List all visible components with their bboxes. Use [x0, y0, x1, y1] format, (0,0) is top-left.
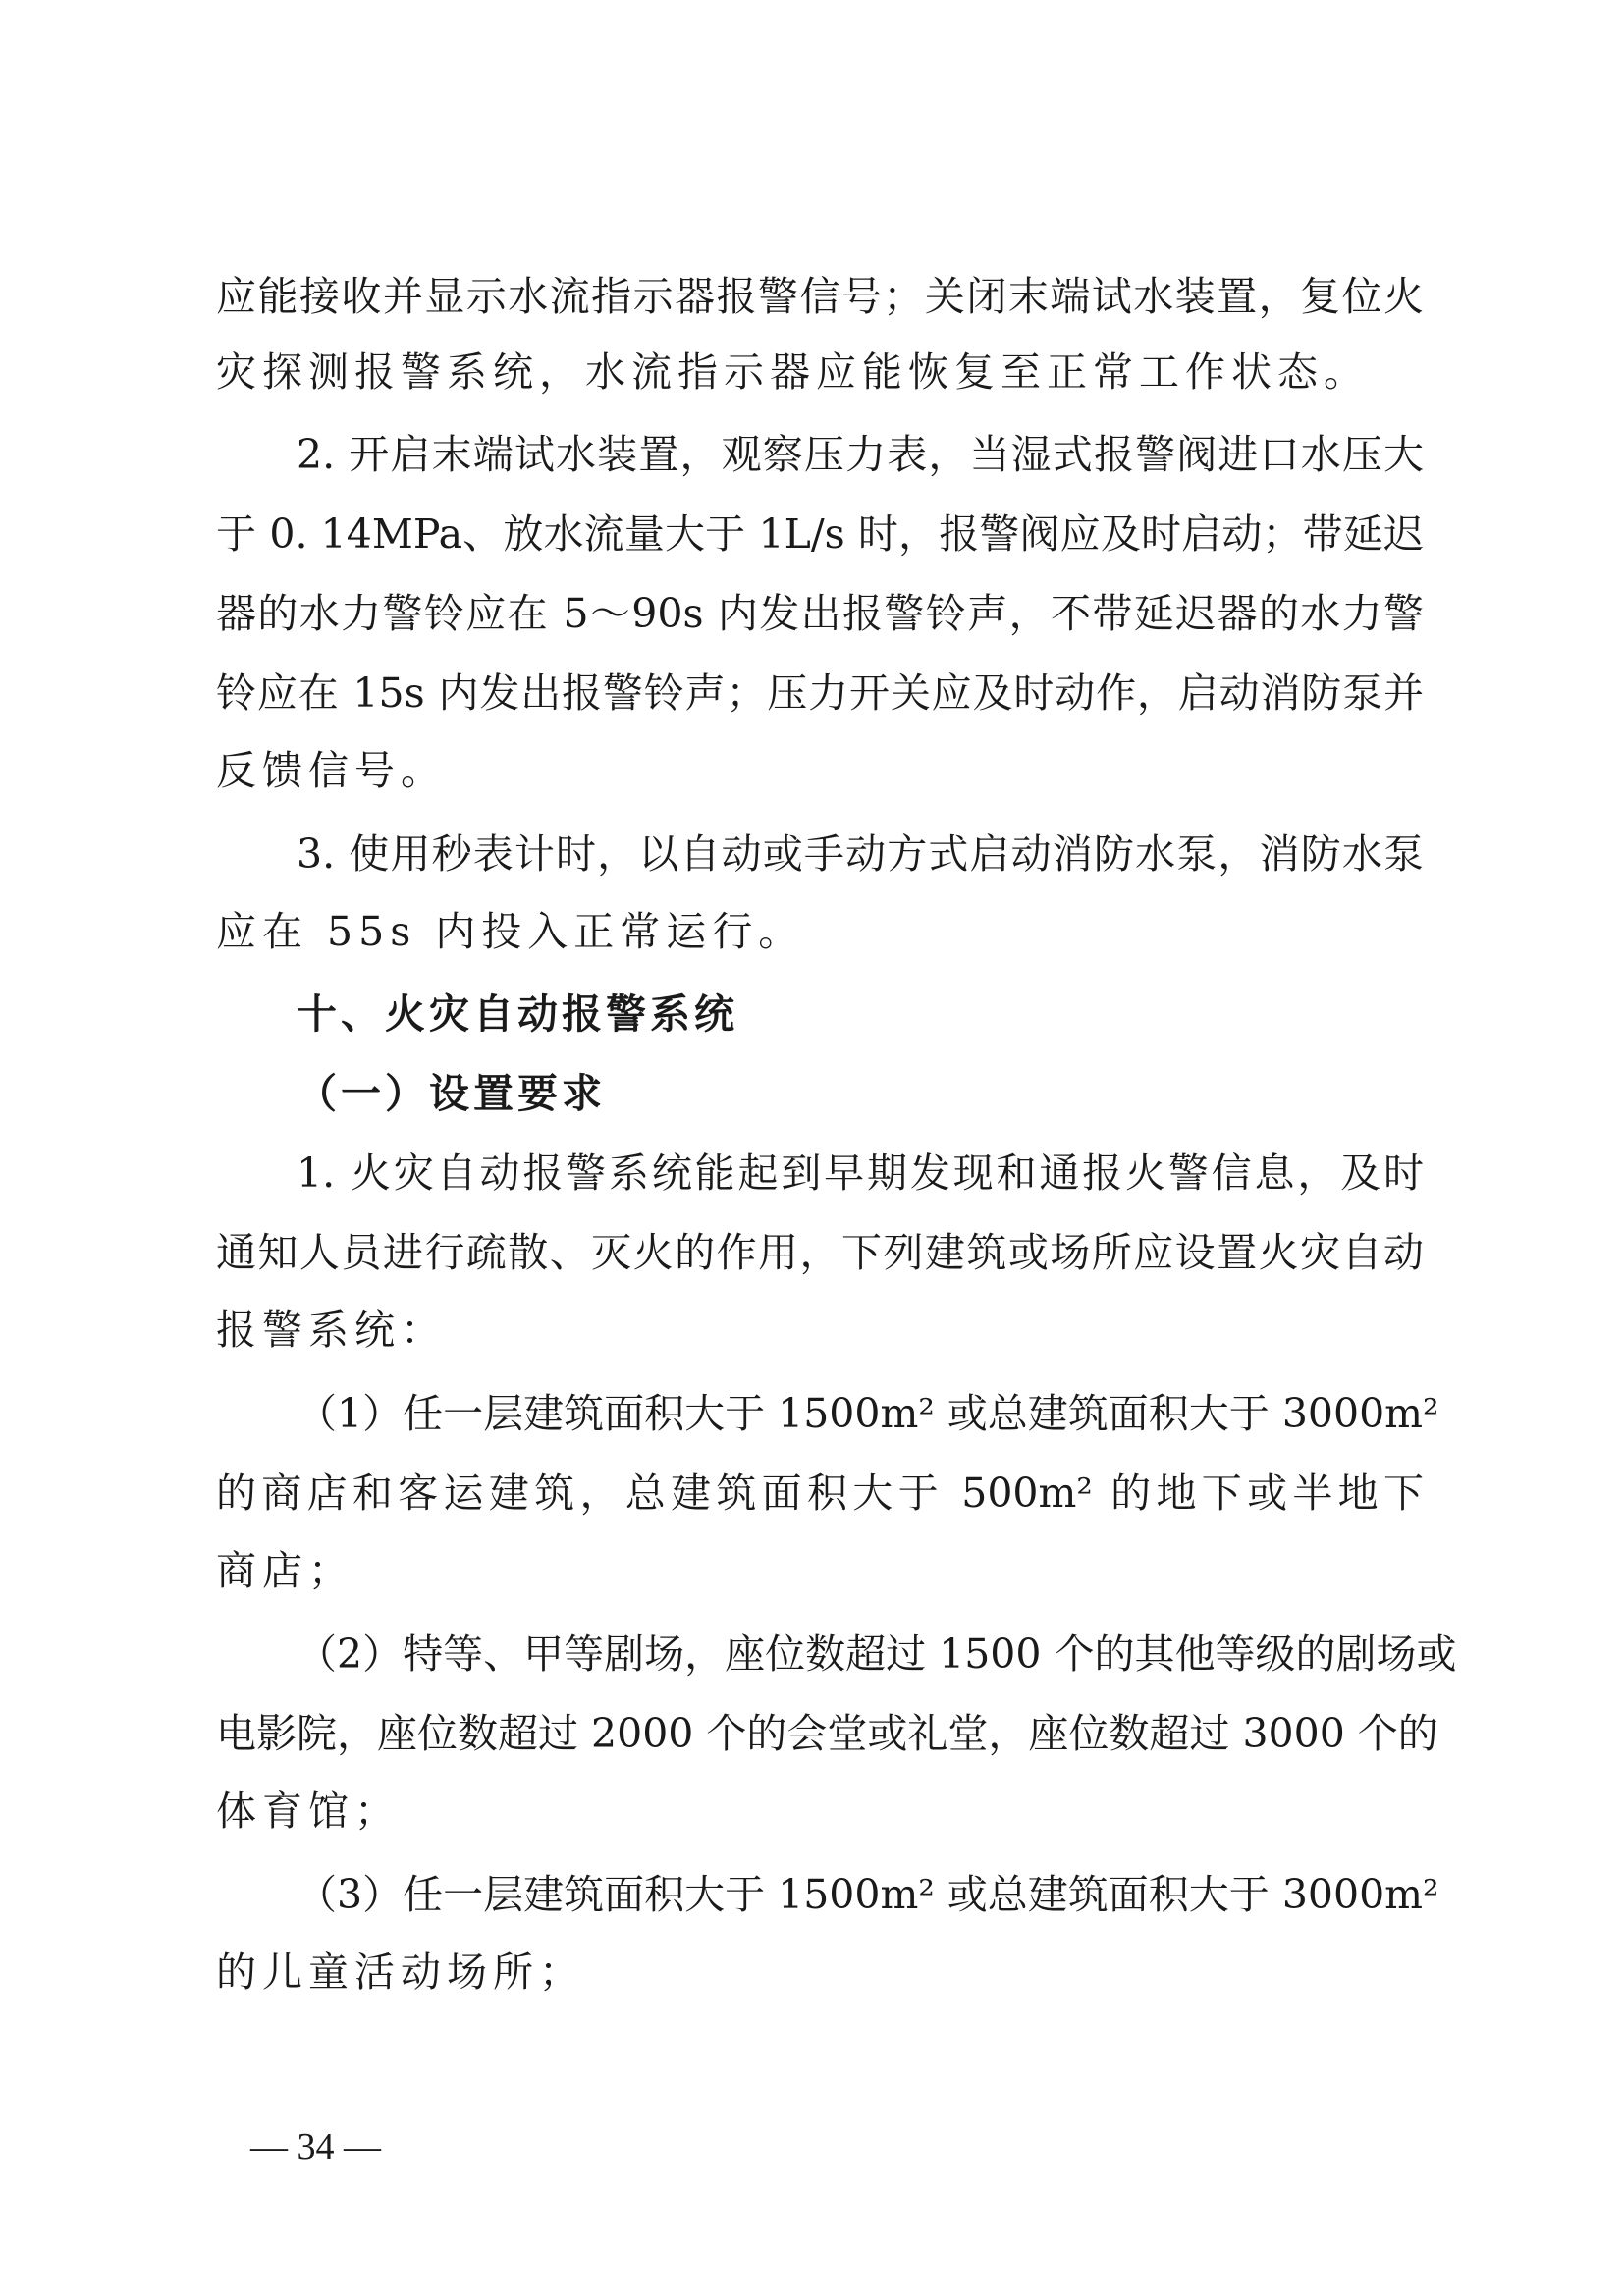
paragraph-line: 灾探测报警系统，水流指示器应能恢复至正常工作状态。: [216, 348, 1370, 396]
section-heading: 十、火灾自动报警系统: [297, 990, 738, 1038]
paragraph-line: 应能接收并显示水流指示器报警信号；关闭末端试水装置，复位火: [216, 273, 1424, 320]
paragraph-line: 反馈信号。: [216, 747, 447, 794]
list-item-line: 商店；: [216, 1547, 354, 1594]
page-number: — 34 —: [250, 2126, 381, 2167]
list-item-line: （1）任一层建筑面积大于 1500m² 或总建筑面积大于 3000m²: [297, 1390, 1439, 1437]
paragraph-line: 应在 55s 内投入正常运行。: [216, 908, 805, 955]
paragraph-line: 通知人员进行疏散、灭火的作用，下列建筑或场所应设置火灾自动: [216, 1229, 1424, 1276]
paragraph-line: 器的水力警铃应在 5～90s 内发出报警铃声，不带延迟器的水力警: [216, 590, 1424, 637]
list-item-line: 的商店和客运建筑，总建筑面积大于 500m² 的地下或半地下: [216, 1469, 1424, 1517]
list-item-line: 电影院，座位数超过 2000 个的会堂或礼堂，座位数超过 3000 个的: [216, 1710, 1438, 1757]
subsection-heading: （一）设置要求: [297, 1070, 606, 1117]
paragraph-line: 铃应在 15s 内发出报警铃声；压力开关应及时动作，启动消防泵并: [216, 669, 1424, 717]
paragraph-line: 1. 火灾自动报警系统能起到早期发现和通报火警信息，及时: [297, 1149, 1424, 1197]
list-item-line: （2）特等、甲等剧场，座位数超过 1500 个的其他等级的剧场或: [297, 1630, 1457, 1678]
paragraph-line: 报警系统：: [216, 1307, 447, 1354]
list-item-line: 的儿童活动场所；: [216, 1949, 585, 1996]
paragraph-line: 3. 使用秒表计时，以自动或手动方式启动消防水泵，消防水泵: [297, 830, 1424, 878]
list-item-line: 体育馆；: [216, 1788, 401, 1835]
paragraph-line: 于 0. 14MPa、放水流量大于 1L/s 时，报警阀应及时启动；带延迟: [216, 510, 1424, 558]
list-item-line: （3）任一层建筑面积大于 1500m² 或总建筑面积大于 3000m²: [297, 1871, 1439, 1918]
paragraph-line: 2. 开启末端试水装置，观察压力表，当湿式报警阀进口水压大: [297, 431, 1424, 478]
